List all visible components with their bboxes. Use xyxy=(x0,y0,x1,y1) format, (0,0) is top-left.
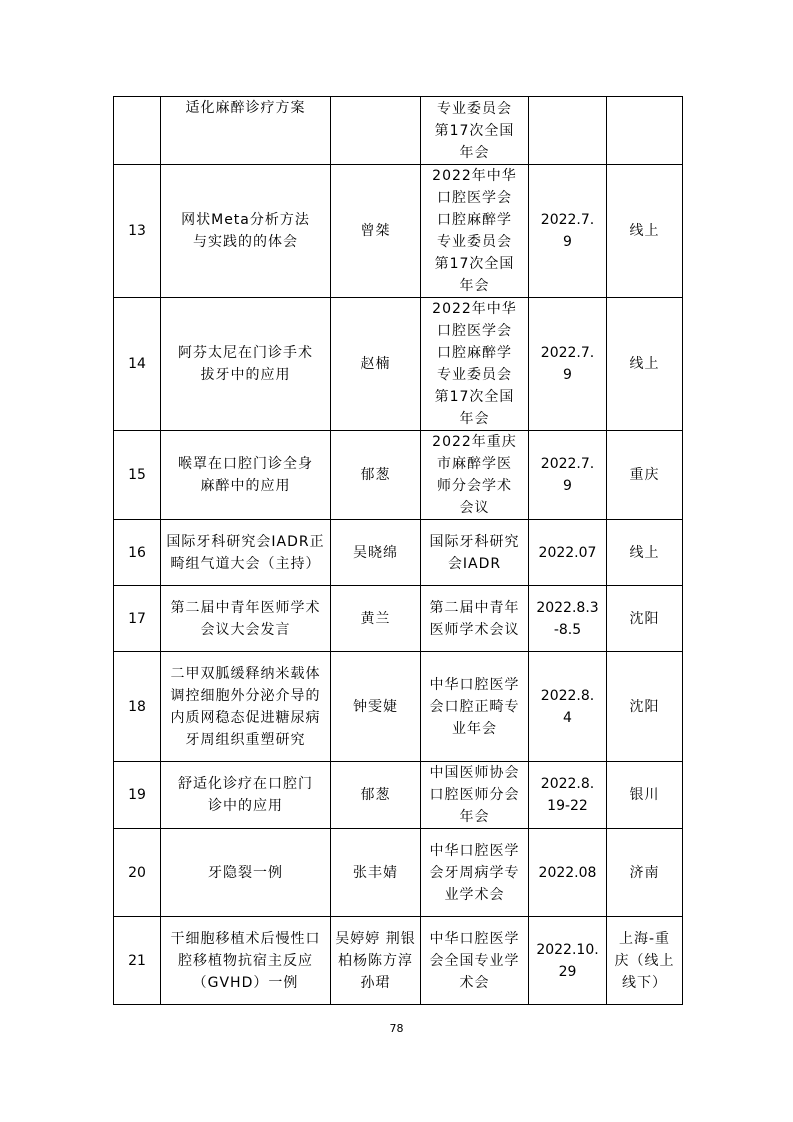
table-row xyxy=(114,829,683,917)
table-row xyxy=(114,586,683,652)
cell-speaker: 吴婷婷 荆银 柏杨陈方淳 孙珺 xyxy=(331,917,421,1005)
cell-place: 银川 xyxy=(607,762,683,829)
cell-place xyxy=(607,97,683,165)
cell-title: 适化麻醉诊疗方案 xyxy=(161,97,331,165)
cell-speaker: 郁葱 xyxy=(331,431,421,520)
cell-no: 15 xyxy=(114,431,161,520)
table-row xyxy=(114,520,683,586)
table-row xyxy=(114,917,683,1005)
table-row xyxy=(114,97,683,165)
cell-date: 2022.8.4 xyxy=(529,652,607,762)
cell-meeting: 2022年中华口腔医学会口腔麻醉学专业委员会第17次全国年会 xyxy=(421,165,529,298)
table-body xyxy=(114,97,683,1005)
cell-place: 重庆 xyxy=(607,431,683,520)
cell-date: 2022.08 xyxy=(529,829,607,917)
cell-meeting: 中华口腔医学会口腔正畸专业年会 xyxy=(421,652,529,762)
cell-date: 2022.7.9 xyxy=(529,298,607,431)
cell-no: 16 xyxy=(114,520,161,586)
cell-place: 沈阳 xyxy=(607,586,683,652)
cell-meeting: 中国医师协会口腔医师分会年会 xyxy=(421,762,529,829)
table-row xyxy=(114,762,683,829)
cell-title: 国际牙科研究会IADR正畸组气道大会（主持） xyxy=(161,520,331,586)
cell-speaker: 张丰婧 xyxy=(331,829,421,917)
cell-place: 济南 xyxy=(607,829,683,917)
cell-title: 干细胞移植术后慢性口腔移植物抗宿主反应（GVHD）一例 xyxy=(161,917,331,1005)
presentations-table xyxy=(113,96,683,1005)
cell-no: 20 xyxy=(114,829,161,917)
cell-date: 2022.10.29 xyxy=(529,917,607,1005)
cell-no: 14 xyxy=(114,298,161,431)
cell-no: 21 xyxy=(114,917,161,1005)
cell-meeting: 中华口腔医学会全国专业学术会 xyxy=(421,917,529,1005)
cell-no xyxy=(114,97,161,165)
cell-place: 沈阳 xyxy=(607,652,683,762)
cell-date: 2022.8.19-22 xyxy=(529,762,607,829)
cell-speaker: 黄兰 xyxy=(331,586,421,652)
cell-speaker: 吴晓绵 xyxy=(331,520,421,586)
cell-speaker: 曾桀 xyxy=(331,165,421,298)
cell-speaker: 郁葱 xyxy=(331,762,421,829)
cell-place: 线上 xyxy=(607,520,683,586)
cell-title: 阿芬太尼在门诊手术拔牙中的应用 xyxy=(161,298,331,431)
cell-title: 牙隐裂一例 xyxy=(161,829,331,917)
table-row xyxy=(114,165,683,298)
cell-meeting: 中华口腔医学会牙周病学专业学术会 xyxy=(421,829,529,917)
cell-date: 2022.07 xyxy=(529,520,607,586)
table-row xyxy=(114,431,683,520)
cell-date: 2022.8.3-8.5 xyxy=(529,586,607,652)
page-number: 78 xyxy=(389,1022,404,1035)
cell-date: 2022.7.9 xyxy=(529,165,607,298)
cell-date xyxy=(529,97,607,165)
cell-meeting: 国际牙科研究会IADR xyxy=(421,520,529,586)
cell-meeting: 第二届中青年医师学术会议 xyxy=(421,586,529,652)
cell-meeting: 2022年中华口腔医学会口腔麻醉学专业委员会第17次全国年会 xyxy=(421,298,529,431)
table-row xyxy=(114,652,683,762)
cell-no: 13 xyxy=(114,165,161,298)
cell-title: 二甲双胍缓释纳米载体调控细胞外分泌介导的内质网稳态促进糖尿病牙周组织重塑研究 xyxy=(161,652,331,762)
cell-speaker xyxy=(331,97,421,165)
cell-meeting: 2022年重庆市麻醉学医师分会学术会议 xyxy=(421,431,529,520)
table-row xyxy=(114,298,683,431)
cell-no: 17 xyxy=(114,586,161,652)
cell-title: 网状Meta分析方法与实践的的体会 xyxy=(161,165,331,298)
cell-place: 线上 xyxy=(607,165,683,298)
cell-place: 上海-重庆（线上线下） xyxy=(607,917,683,1005)
cell-speaker: 钟雯婕 xyxy=(331,652,421,762)
cell-no: 18 xyxy=(114,652,161,762)
cell-place: 线上 xyxy=(607,298,683,431)
cell-title: 舒适化诊疗在口腔门诊中的应用 xyxy=(161,762,331,829)
cell-speaker: 赵楠 xyxy=(331,298,421,431)
cell-title: 第二届中青年医师学术会议大会发言 xyxy=(161,586,331,652)
cell-meeting: 专业委员会第17次全国年会 xyxy=(421,97,529,165)
cell-no: 19 xyxy=(114,762,161,829)
cell-date: 2022.7.9 xyxy=(529,431,607,520)
cell-title: 喉罩在口腔门诊全身麻醉中的应用 xyxy=(161,431,331,520)
